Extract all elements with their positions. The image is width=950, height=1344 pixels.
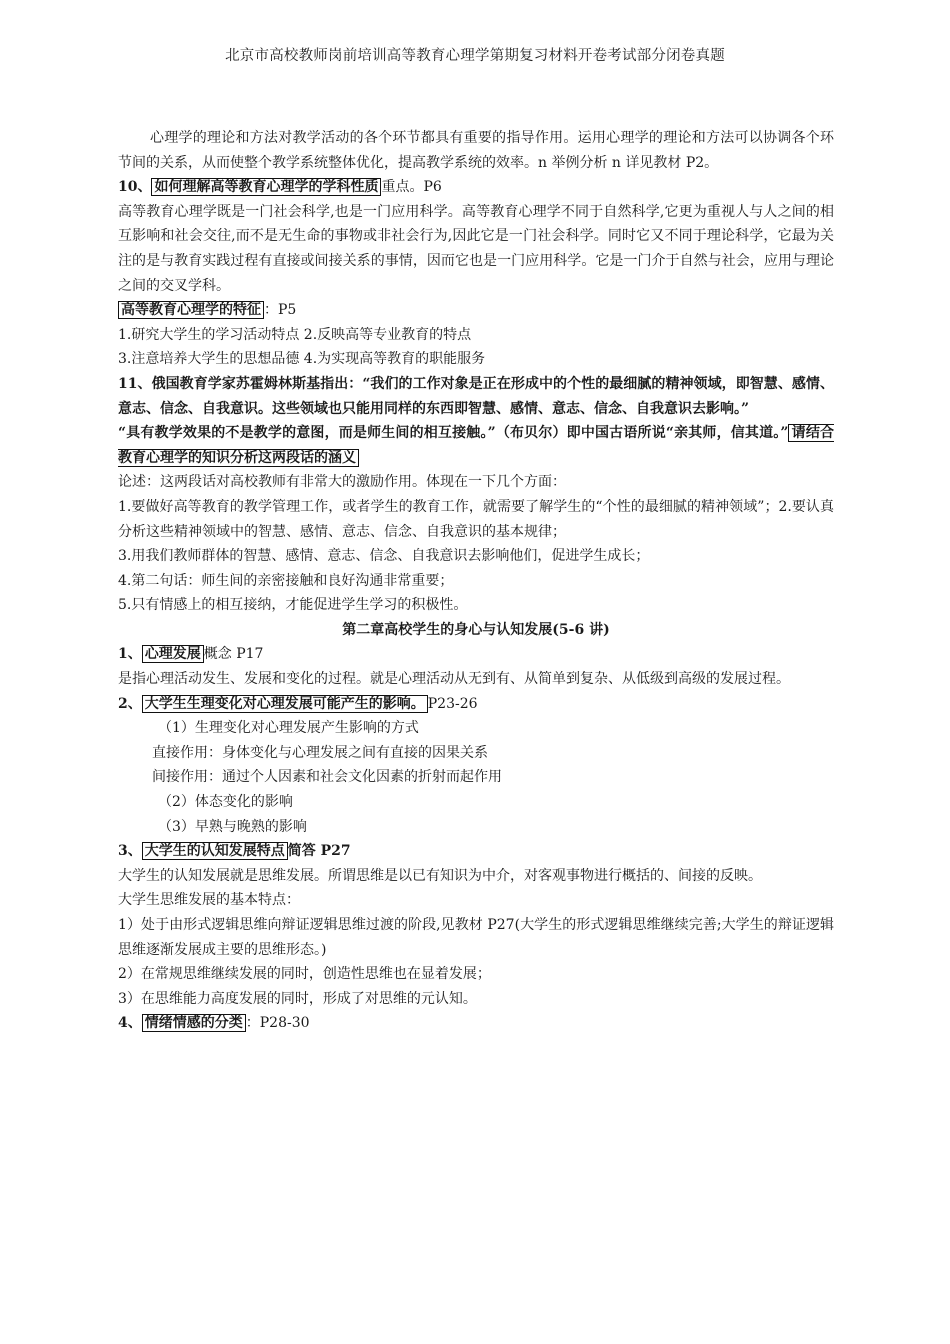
section-3-body: 大学生的认知发展就是思维发展。所谓思维是以已有知识为中介，对客观事物进行概括的、间接的反映。	[118, 867, 762, 884]
section-4-boxed-title: 情绪情感的分类	[142, 1014, 246, 1032]
section-2-indirect: 间接作用：通过个人因素和社会文化因素的折射而起作用	[152, 769, 502, 786]
feature-suffix: ：P5	[264, 302, 297, 319]
section-1-suffix: 概念 P17	[203, 646, 264, 663]
section-3-sub: 大学生思维发展的基本特点：	[118, 892, 300, 909]
section-3-point-3: 3）在思维能力高度发展的同时，形成了对思维的元认知。	[118, 990, 477, 1007]
section-2-item-1: （1）生理变化对心理发展产生影响的方式	[158, 720, 419, 737]
feature-line-1: 1.研究大学生的学习活动特点 2.反映高等专业教育的特点	[118, 326, 472, 343]
intro-paragraph: 心理学的理论和方法对教学活动的各个环节都具有重要的指导作用。运用心理学的理论和方法可以协调各个环节间的关系，从而使整个教学系统整体优化，提高教学系统的效率。n 举例分析 n 详见教材 P2。	[118, 130, 834, 171]
question-10-body: 高等教育心理学既是一门社会科学,也是一门应用科学。高等教育心理学不同于自然科学,它更为重视人与人之间的相互影响和社会交往,而不是无生命的事物或非社会行为,因此它是一门社会科学。同时它又不同于理论科学，它最为关注的是与教育实践过程有直接或间接关系的事情，因而它也是一门应用科学。它是一门介于自然与社会，应用与理论之间的交叉学科。	[118, 203, 834, 294]
question-11-line-3: 4.第二句话：师生间的亲密接触和良好沟通非常重要；	[118, 572, 454, 589]
section-3-heading	[118, 839, 834, 864]
question-11-boxed-prompt: 请结合教育心理学的知识分析这两段话的涵义	[118, 425, 834, 466]
page-header: 北京市高校教师岗前培训高等教育心理学第期复习材料开卷考试部分闭卷真题	[225, 48, 725, 64]
section-4-heading	[118, 1011, 834, 1036]
question-10-suffix: 重点。P6	[381, 179, 442, 196]
document-body	[118, 126, 834, 1036]
chapter-2-title: 第二章高校学生的身心与认知发展(5-6 讲)	[342, 621, 610, 638]
section-2-number: 2、	[118, 695, 142, 712]
question-11-quote-2	[118, 421, 834, 470]
question-10-number: 10、	[118, 179, 152, 196]
feature-boxed-title: 高等教育心理学的特征	[118, 301, 264, 319]
section-3-point-1: 1）处于由形式逻辑思维向辩证逻辑思维过渡的阶段,见教材 P27(大学生的形式逻辑思维继续完善;大学生的辩证逻辑思维逐渐发展成主要的思维形态。)	[118, 917, 834, 958]
question-10-boxed-title: 如何理解高等教育心理学的学科性质	[151, 178, 381, 196]
section-4-number: 4、	[118, 1015, 142, 1032]
section-3-point-2: 2）在常规思维继续发展的同时，创造性思维也在显着发展；	[118, 966, 491, 983]
section-3-suffix: 简答 P27	[287, 843, 351, 860]
section-1-body: 是指心理活动发生、发展和变化的过程。就是心理活动从无到有、从简单到复杂、从低级到高级的发展过程。	[118, 671, 790, 688]
question-11-line-2: 3.用我们教师群体的智慧、感情、意志、信念、自我意识去影响他们，促进学生成长；	[118, 548, 650, 565]
feature-line-2: 3.注意培养大学生的思想品德 4.为实现高等教育的职能服务	[118, 351, 486, 368]
section-2-direct: 直接作用：身体变化与心理发展之间有直接的因果关系	[152, 744, 488, 761]
section-4-suffix: ：P28-30	[245, 1015, 310, 1032]
section-2-suffix: P23-26	[427, 695, 478, 712]
question-11-line-1: 1.要做好高等教育的教学管理工作，或者学生的教育工作，就需要了解学生的“个性的最细腻的精神领域”；2.要认真分析这些精神领域中的智慧、感情、意志、信念、自我意识的基本规律；	[118, 498, 834, 540]
question-11-quote-2-text: “具有教学效果的不是教学的意图，而是师生间的相互接触。”（布贝尔）即中国古语所说“亲其师，信其道。”	[118, 425, 789, 442]
question-11-quote-1: 11、俄国教育学家苏霍姆林斯基指出：“我们的工作对象是正在形成中的个性的最细腻的精神领域，即智慧、感情、意志、信念、自我意识。这些领域也只能用同样的东西即智慧、感情、意志、信念、自我意识去影响。”	[118, 375, 834, 417]
section-3-number: 3、	[118, 843, 142, 860]
section-3-boxed-title: 大学生的认知发展特点	[142, 842, 288, 860]
section-1-boxed-title: 心理发展	[142, 645, 204, 663]
section-2-boxed-title: 大学生生理变化对心理发展可能产生的影响。	[142, 695, 428, 713]
question-10-heading	[118, 175, 834, 200]
feature-heading	[118, 298, 834, 323]
section-1-heading	[118, 642, 834, 667]
section-2-heading	[118, 692, 834, 717]
question-11-line-4: 5.只有情感上的相互接纳，才能促进学生学习的积极性。	[118, 597, 468, 614]
question-11-line-0: 论述：这两段话对高校教师有非常大的激励作用。体现在一下几个方面：	[118, 474, 566, 491]
section-2-item-3: （3）早熟与晚熟的影响	[158, 818, 307, 835]
section-1-number: 1、	[118, 646, 142, 663]
section-2-item-2: （2）体态变化的影响	[158, 794, 293, 811]
